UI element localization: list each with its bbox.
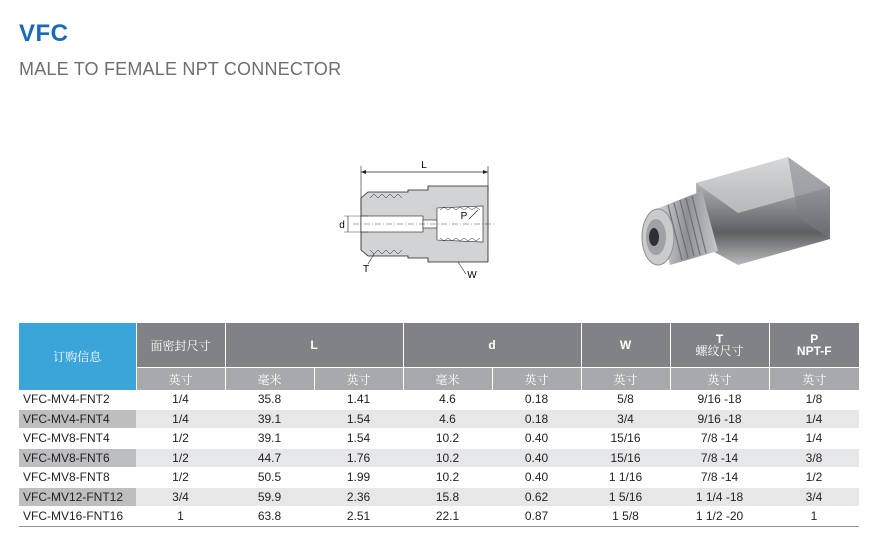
cell-w-inch: 15/16 [581, 448, 670, 468]
specification-table [19, 323, 859, 527]
cell-l-mm: 39.1 [225, 429, 314, 449]
cell-d-mm: 10.2 [403, 448, 492, 468]
header-w: W [581, 323, 670, 368]
table-row [19, 487, 859, 507]
cell-l-mm: 44.7 [225, 448, 314, 468]
table-body [19, 390, 859, 526]
subheader-unit: 英寸 [769, 368, 859, 391]
cell-p-npt: 1/8 [769, 390, 859, 409]
subheader-unit: 毫米 [403, 368, 492, 391]
cell-t-thread: 7/8 -14 [670, 468, 769, 488]
table-row [19, 409, 859, 429]
page-title: VFC [19, 20, 69, 47]
cell-t-thread: 1 1/2 -20 [670, 507, 769, 527]
page-subtitle: MALE TO FEMALE NPT CONNECTOR [19, 59, 342, 79]
header-t-desc: 螺纹尺寸 [695, 344, 744, 358]
cell-w-inch: 1 5/8 [581, 507, 670, 527]
cell-p-npt: 1/4 [769, 409, 859, 429]
cell-d-mm: 22.1 [403, 507, 492, 527]
cell-p-npt: 1/2 [769, 468, 859, 488]
cell-t-thread: 9/16 -18 [670, 390, 769, 409]
cell-l-inch: 1.76 [314, 448, 403, 468]
header-face-seal-size: 面密封尺寸 [136, 323, 225, 368]
cell-part-number: VFC-MV4-FNT2 [19, 390, 136, 409]
cell-face-seal-inch: 1/2 [136, 448, 225, 468]
cell-part-number: VFC-MV4-FNT4 [19, 409, 136, 429]
product-photo [598, 147, 848, 287]
cell-face-seal-inch: 3/4 [136, 487, 225, 507]
cell-t-thread: 7/8 -14 [670, 448, 769, 468]
subheader-unit: 英寸 [314, 368, 403, 391]
subheader-unit: 英寸 [492, 368, 581, 391]
header-p [769, 323, 859, 368]
cell-w-inch: 5/8 [581, 390, 670, 409]
cell-l-mm: 50.5 [225, 468, 314, 488]
cell-d-inch: 0.40 [492, 468, 581, 488]
table-row [19, 507, 859, 527]
technical-drawing [328, 150, 498, 285]
cell-p-npt: 3/4 [769, 487, 859, 507]
cell-l-mm: 63.8 [225, 507, 314, 527]
cell-l-mm: 35.8 [225, 390, 314, 409]
header-p-symbol: P [810, 332, 819, 346]
dim-l-label: L [421, 160, 427, 171]
cell-d-inch: 0.87 [492, 507, 581, 527]
header-l: L [225, 323, 403, 368]
cell-part-number: VFC-MV16-FNT16 [19, 507, 136, 527]
cell-w-inch: 3/4 [581, 409, 670, 429]
cell-p-npt: 1/4 [769, 429, 859, 449]
cell-t-thread: 1 1/4 -18 [670, 487, 769, 507]
cell-part-number: VFC-MV8-FNT8 [19, 468, 136, 488]
cell-d-mm: 10.2 [403, 468, 492, 488]
cell-t-thread: 7/8 -14 [670, 429, 769, 449]
cell-l-inch: 1.41 [314, 390, 403, 409]
cell-face-seal-inch: 1/2 [136, 468, 225, 488]
cell-l-inch: 2.51 [314, 507, 403, 527]
cell-l-mm: 59.9 [225, 487, 314, 507]
cell-face-seal-inch: 1 [136, 507, 225, 527]
dim-t-label: T [362, 264, 370, 275]
header-order-info: 订购信息 [19, 323, 136, 390]
cell-d-inch: 0.18 [492, 390, 581, 409]
cell-d-mm: 4.6 [403, 390, 492, 409]
dim-p-label: P [460, 211, 468, 222]
dim-w-label: W [467, 270, 477, 281]
subheader-unit: 毫米 [225, 368, 314, 391]
subheader-unit: 英寸 [670, 368, 769, 391]
cell-l-inch: 1.54 [314, 409, 403, 429]
table-row [19, 468, 859, 488]
cell-d-mm: 10.2 [403, 429, 492, 449]
cell-face-seal-inch: 1/4 [136, 390, 225, 409]
table-row [19, 390, 859, 409]
cell-d-mm: 4.6 [403, 409, 492, 429]
cell-w-inch: 15/16 [581, 429, 670, 449]
cell-w-inch: 1 1/16 [581, 468, 670, 488]
subheader-unit: 英寸 [136, 368, 225, 391]
cell-w-inch: 1 5/16 [581, 487, 670, 507]
cell-p-npt: 3/8 [769, 448, 859, 468]
cell-l-inch: 1.99 [314, 468, 403, 488]
header-d: d [403, 323, 581, 368]
cell-l-inch: 1.54 [314, 429, 403, 449]
table-row [19, 448, 859, 468]
cell-d-inch: 0.40 [492, 429, 581, 449]
cell-p-npt: 1 [769, 507, 859, 527]
cell-part-number: VFC-MV8-FNT6 [19, 448, 136, 468]
header-p-desc: NPT-F [796, 344, 832, 358]
header-t [670, 323, 769, 368]
cell-part-number: VFC-MV12-FNT12 [19, 487, 136, 507]
table-row [19, 429, 859, 449]
cell-d-inch: 0.40 [492, 448, 581, 468]
subheader-unit: 英寸 [581, 368, 670, 391]
cell-part-number: VFC-MV8-FNT4 [19, 429, 136, 449]
cell-d-inch: 0.62 [492, 487, 581, 507]
cell-l-mm: 39.1 [225, 409, 314, 429]
cell-t-thread: 9/16 -18 [670, 409, 769, 429]
header-t-symbol: T [715, 332, 724, 346]
cell-face-seal-inch: 1/2 [136, 429, 225, 449]
dim-d-label: d [339, 220, 345, 231]
cell-d-inch: 0.18 [492, 409, 581, 429]
cell-d-mm: 15.8 [403, 487, 492, 507]
cell-l-inch: 2.36 [314, 487, 403, 507]
cell-face-seal-inch: 1/4 [136, 409, 225, 429]
